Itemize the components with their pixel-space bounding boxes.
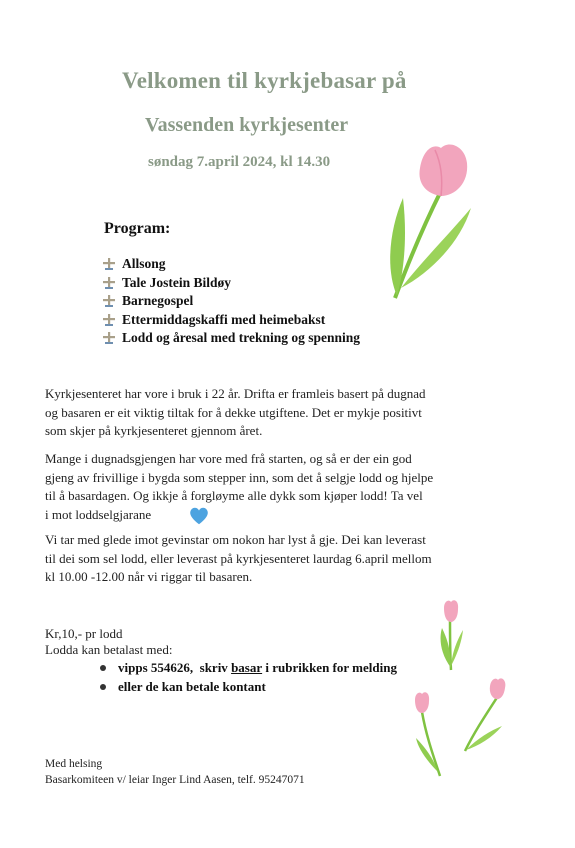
tulip-small-illustration <box>460 676 510 756</box>
paragraph-intro: Kyrkjesenteret har vore i bruk i 22 år. Drifta er framleis basert på dugnad og basaren er eit viktig tiltak for å dekke utgiftene. Det er mykje positivt som skjer på kyrkjesenteret gjennom året. <box>45 386 426 438</box>
paragraph-prizes: Vi tar med glede imot gevinstar om nokon har lyst å gje. Dei kan leverast til dei som sel lodd, eller leverast på kyrkjesenteret laurdag 6.april mellom kl 10.00 -12.00 når vi riggar til basaren. <box>45 532 432 584</box>
program-item-label: Tale Jostein Bildøy <box>122 274 232 290</box>
vipps-keyword: basar <box>231 659 263 675</box>
bullet-dot-icon <box>100 684 106 690</box>
tulip-small-illustration <box>436 598 466 673</box>
program-item-label: Ettermiddagskaffi med heimebakst <box>122 311 326 327</box>
tulip-large-illustration <box>375 138 475 308</box>
cross-bullet-icon <box>102 276 116 290</box>
vipps-prefix: vipps 554626, skriv <box>118 659 232 675</box>
heart-icon <box>188 505 210 527</box>
cross-bullet-icon <box>102 257 116 271</box>
bullet-dot-icon <box>100 665 106 671</box>
payment-options <box>100 658 397 696</box>
program-item <box>102 274 360 293</box>
ticket-price: Kr,10,- pr lodd <box>45 626 123 641</box>
program-item <box>102 311 360 330</box>
program-item-label: Lodd og åresal med trekning og spenning <box>122 330 361 346</box>
program-item <box>102 292 360 311</box>
program-item <box>102 329 360 348</box>
payment-option-cash <box>100 677 397 696</box>
cross-bullet-icon <box>102 294 116 308</box>
program-list <box>102 255 360 348</box>
payment-option-vipps <box>100 658 397 677</box>
title-line-1: Velkomen til kyrkjebasar på <box>122 68 407 93</box>
cash-label: eller de kan betale kontant <box>118 678 266 694</box>
signature-greeting: Med helsing <box>45 758 103 770</box>
cross-bullet-icon <box>102 313 116 327</box>
program-item-label: Allsong <box>122 256 166 272</box>
vipps-suffix: i rubrikken for melding <box>262 659 397 675</box>
signature-committee: Basarkomiteen v/ leiar Inger Lind Aasen, telf. 95247071 <box>45 774 305 786</box>
tulip-small-illustration <box>408 690 448 780</box>
program-item-label: Barnegospel <box>122 293 194 309</box>
event-date: søndag 7.april 2024, kl 14.30 <box>148 154 331 170</box>
paragraph-volunteers: Mange i dugnadsgjengen har vore med frå starten, og så er der ein god gjeng av frivillige i bygda som stepper inn, som det å selgje lodd og hjelpe til å basardagen. Og ikkje å forgløyme alle dykk som kjøper lodd! Ta vel i mot loddselgjarane <box>45 451 434 522</box>
program-item <box>102 255 360 274</box>
cross-bullet-icon <box>102 331 116 345</box>
title-line-2: Vassenden kyrkjesenter <box>145 114 349 136</box>
program-heading: Program: <box>104 220 171 237</box>
payment-intro: Lodda kan betalast med: <box>45 642 173 657</box>
